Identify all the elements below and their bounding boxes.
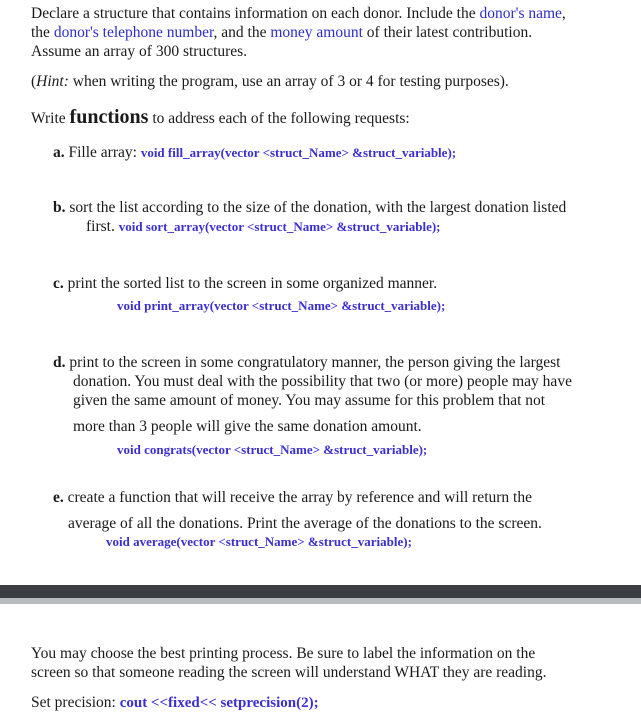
- item-d-line-2: donation. You must deal with the possibility that two (or more) people may have: [73, 373, 572, 390]
- money-amount-highlight: money amount: [270, 24, 363, 41]
- item-c-letter: c.: [53, 275, 64, 292]
- section-divider-dark: [0, 585, 641, 598]
- footer-line-2: screen so that someone reading the screen will understand WHAT they are reading.: [31, 664, 547, 681]
- hint-line: (Hint: when writing the program, use an array of 3 or 4 for testing purposes).: [31, 73, 509, 90]
- functions-keyword: functions: [69, 106, 149, 128]
- item-e-code: void average(vector <struct_Name> &struct_variable);: [106, 534, 412, 549]
- item-e-line-1: e. create a function that will receive the array by reference and will return the: [53, 489, 532, 506]
- donor-phone-highlight: donor's telephone number: [53, 24, 214, 41]
- footer-line-1: You may choose the best printing process. Be sure to label the information on the: [31, 645, 536, 662]
- item-a: a. Fille array: void fill_array(vector <struct_Name> &struct_variable);: [53, 144, 457, 161]
- item-b-line-1: b. sort the list according to the size of the donation, with the largest donation listed: [53, 199, 567, 216]
- item-e-letter: e.: [53, 489, 64, 506]
- hint-label: Hint:: [36, 73, 69, 90]
- item-d-line-1: d. print to the screen in some congratulatory manner, the person giving the largest: [53, 354, 561, 371]
- section-divider-light: [0, 598, 641, 604]
- intro-line-1: Declare a structure that contains information on each donor. Include the donor's name,: [31, 5, 566, 22]
- item-b-letter: b.: [53, 199, 66, 216]
- item-b-code: void sort_array(vector <struct_Name> &struct_variable);: [118, 219, 441, 234]
- item-d-line-3: given the same amount of money. You may assume for this problem that not: [73, 392, 546, 409]
- item-d-letter: d.: [53, 354, 66, 371]
- item-b-line-2: first. void sort_array(vector <struct_Name> &struct_variable);: [86, 218, 441, 235]
- item-a-letter: a.: [53, 144, 65, 161]
- write-functions-line: Write functions to address each of the following requests:: [31, 106, 410, 128]
- intro-line-3: Assume an array of 300 structures.: [31, 43, 248, 60]
- item-c-code: void print_array(vector <struct_Name> &struct_variable);: [117, 298, 446, 313]
- intro-line-2: the donor's telephone number, and the money amount of their latest contribution.: [31, 24, 533, 41]
- item-c-line-1: c. print the sorted list to the screen in some organized manner.: [53, 275, 438, 292]
- precision-code: cout <<fixed<< setprecision(2);: [119, 695, 319, 711]
- item-d-line-4: more than 3 people will give the same donation amount.: [73, 418, 422, 435]
- precision-line: Set precision: cout <<fixed<< setprecision(2);: [31, 694, 319, 711]
- donor-name-highlight: donor's name: [479, 5, 562, 22]
- item-d-code: void congrats(vector <struct_Name> &struct_variable);: [117, 442, 428, 457]
- item-e-line-2: average of all the donations. Print the average of the donations to the screen.: [68, 515, 542, 532]
- item-a-code: void fill_array(vector <struct_Name> &struct_variable);: [140, 145, 457, 160]
